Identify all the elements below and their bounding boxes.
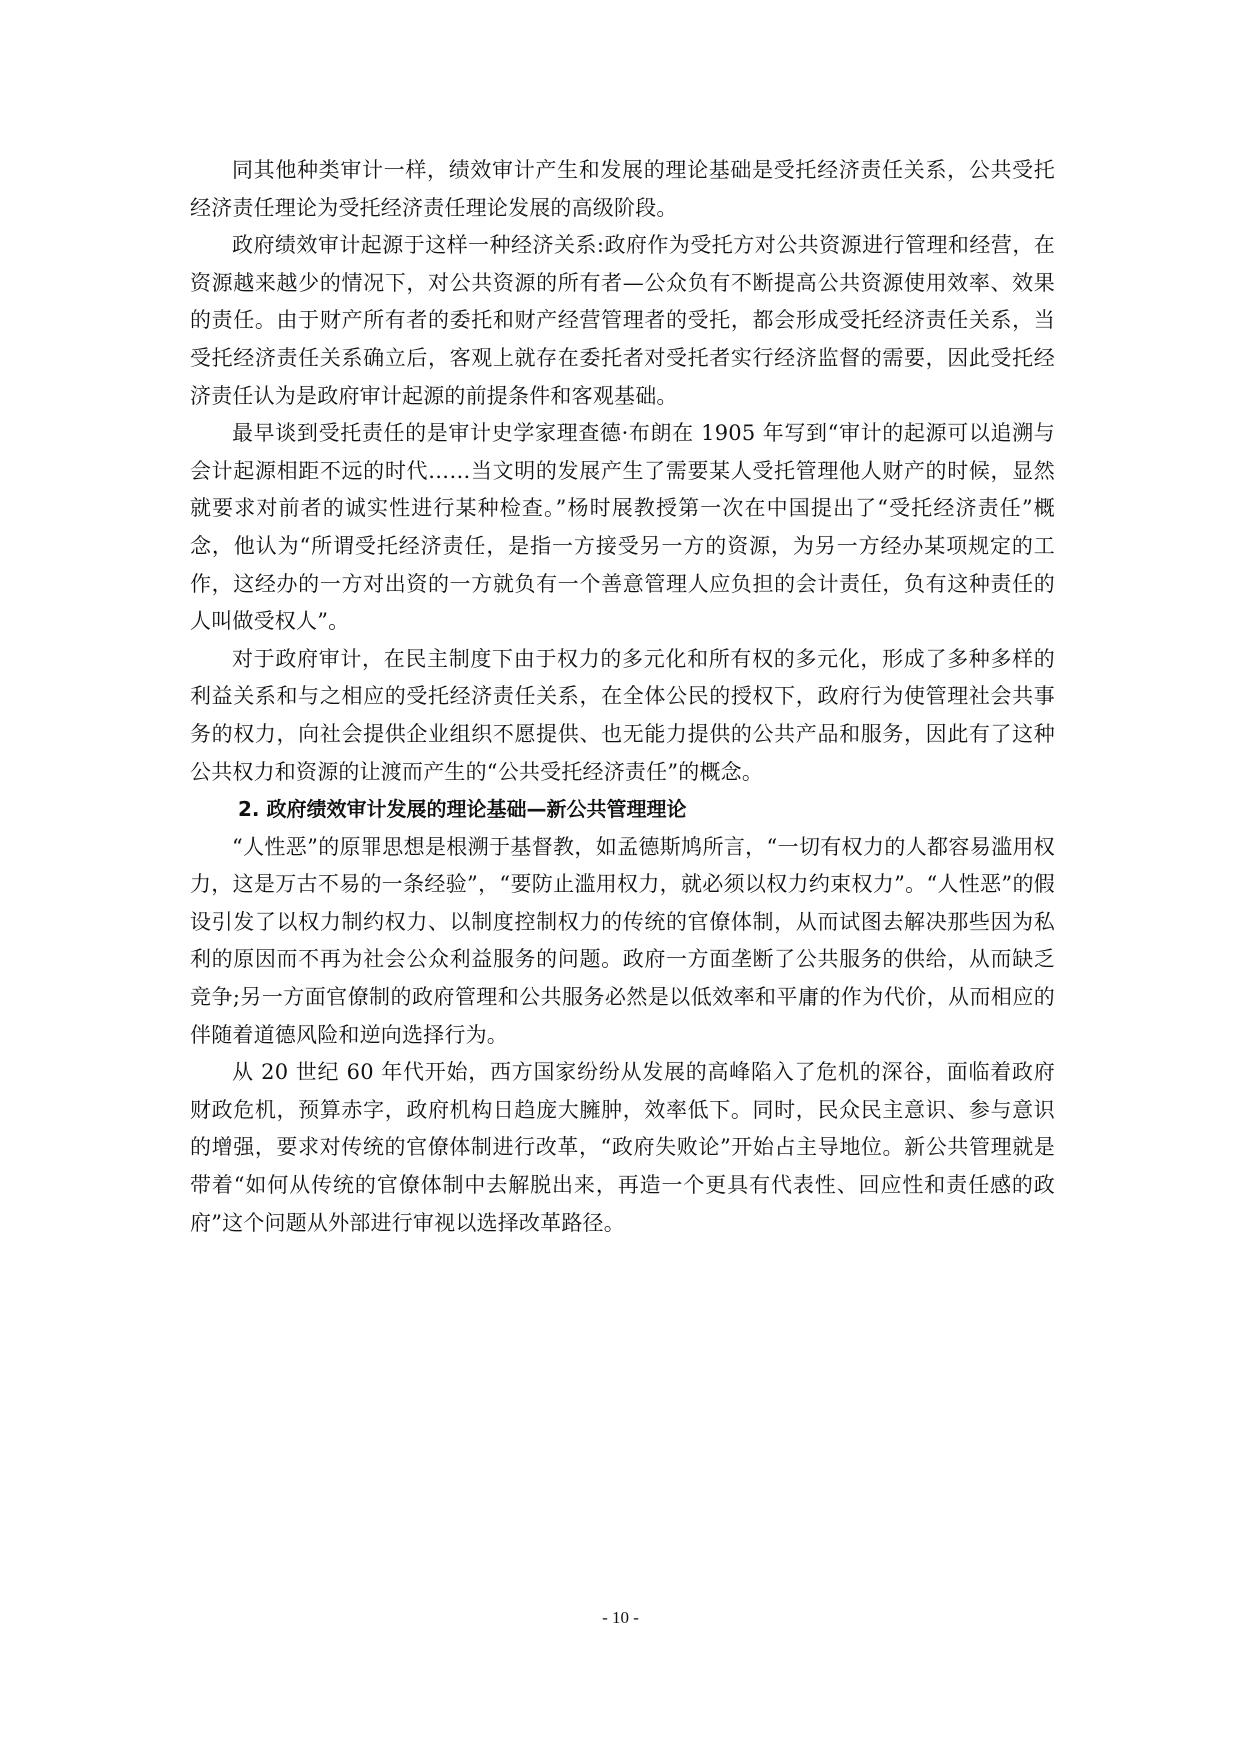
paragraph-public-accountability: 对于政府审计，在民主制度下由于权力的多元化和所有权的多元化，形成了多种多样的利益关系和与之相应的受托经济责任关系，在全体公民的授权下，政府行为使管理社会共事务的权力，向社会提供企业组织不愿提供、也无能力提供的公共产品和服务，因此有了这种公共权力和资源的让渡而产生的“公共受托经济责任”的概念。	[190, 646, 1055, 784]
page-number: - 10 -	[602, 1608, 639, 1627]
document-body	[190, 152, 1055, 1242]
paragraph-earliest-accountability: 最早谈到受托责任的是审计史学家理查德·布朗在 1905 年写到“审计的起源可以追溯与会计起源相距不远的时代……当文明的发展产生了需要某人受托管理他人财产的时候，显然就要求对前者的诚实性进行某种检查。”杨时展教授第一次在中国提出了“受托经济责任”概念，他认为“所谓受托经济责任，是指一方接受另一方的资源，为另一方经办某项规定的工作，这经办的一方对出资的一方就负有一个善意管理人应负担的会计责任，负有这种责任的人叫做受权人”。	[190, 421, 1055, 634]
paragraph-accountability-basis: 同其他种类审计一样，绩效审计产生和发展的理论基础是受托经济责任关系，公共受托经济责任理论为受托经济责任理论发展的高级阶段。	[190, 158, 1055, 220]
paragraph-human-nature: “人性恶”的原罪思想是根溯于基督教，如孟德斯鸠所言，“一切有权力的人都容易滥用权力，这是万古不易的一条经验”，“要防止滥用权力，就必须以权力约束权力”。“人性恶”的假设引发了以权力制约权力、以制度控制权力的传统的官僚体制，从而试图去解决那些因为私利的原因而不再为社会公众利益服务的问题。政府一方面垄断了公共服务的供给，从而缺乏竞争;另一方面官僚制的政府管理和公共服务必然是以低效率和平庸的作为代价，从而相应的伴随着道德风险和逆向选择行为。	[190, 834, 1055, 1047]
paragraph-new-public-management: 从 20 世纪 60 年代开始，西方国家纷纷从发展的高峰陷入了危机的深谷，面临着政府财政危机，预算赤字，政府机构日趋庞大臃肿，效率低下。同时，民众民主意识、参与意识的增强，要求对传统的官僚体制进行改革，“政府失败论”开始占主导地位。新公共管理就是带着“如何从传统的官僚体制中去解脱出来，再造一个更具有代表性、回应性和责任感的政府”这个问题从外部进行审视以选择改革路径。	[190, 1060, 1055, 1235]
paragraph-government-audit-origin: 政府绩效审计起源于这样一种经济关系:政府作为受托方对公共资源进行管理和经营，在资源越来越少的情况下，对公共资源的所有者—公众负有不断提高公共资源使用效率、效果的责任。由于财产所有者的委托和财产经营管理者的受托，都会形成受托经济责任关系，当受托经济责任关系确立后，客观上就存在委托者对受托者实行经济监督的需要，因此受托经济责任认为是政府审计起源的前提条件和客观基础。	[190, 233, 1055, 408]
section-heading: 2. 政府绩效审计发展的理论基础—新公共管理理论	[238, 797, 687, 822]
